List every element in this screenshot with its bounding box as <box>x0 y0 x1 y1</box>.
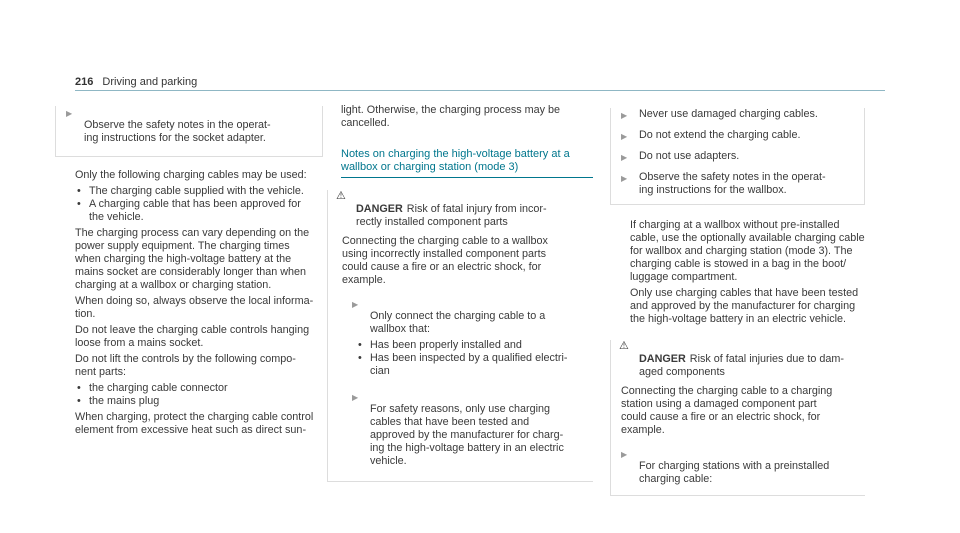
paragraph: Do not leave the charging cable controls hanging loose from a mains socket. <box>75 324 310 349</box>
paragraph: Only the following charging cables may be used: <box>75 169 307 181</box>
column-3 <box>610 108 865 496</box>
list-item: • Has been properly installed and <box>358 339 522 351</box>
arrow-icon: ▶ <box>621 111 628 120</box>
arrow-icon: ▶ <box>621 174 628 183</box>
arrow-icon: ▶ <box>352 393 359 402</box>
danger-label: DANGER <box>639 353 686 365</box>
note-box <box>55 106 323 157</box>
page-number: 216 <box>75 76 94 88</box>
paragraph: The charging process can vary depending on the power supply equipment. The charging times when charging the high-voltage battery at the mains socket are considerably longer than when charging at a wallbox or charging station. <box>75 227 310 291</box>
column-2 <box>336 104 593 482</box>
paragraph: If charging at a wallbox without pre-installed cable, use the optionally available charging cable for wallbox and charging station (mode 3). The charging cable is stowed in a bag in the boot/ luggage compartment. <box>630 219 865 283</box>
header-rule <box>75 90 885 91</box>
warning-body: Connecting the charging cable to a wallbox using incorrectly installed component parts could cause a fire or an electric shock, for example. <box>342 235 548 286</box>
warning-title: ⚠ DANGER Risk of fatal injuries due to dam- aged components <box>619 340 845 378</box>
subheading-rule <box>341 177 593 178</box>
page-header <box>75 76 197 88</box>
component-list <box>75 382 323 408</box>
warning-item: ▶ For safety reasons, only use charging cables that have been tested and approved by the manufacturer for charg- ing the high-voltage battery in an electric vehicle. <box>352 393 564 467</box>
arrow-icon: ▶ <box>66 109 73 118</box>
list-item: • A charging cable that has been approved for the vehicle. <box>77 198 301 223</box>
instruction-item: ▶ Do not use adapters. <box>621 150 740 162</box>
note-item: ▶ Observe the safety notes in the operat- ing instructions for the socket adapter. <box>66 109 271 144</box>
arrow-icon: ▶ <box>352 300 359 309</box>
list-item: • The charging cable supplied with the vehicle. <box>77 185 304 197</box>
warning-body: Connecting the charging cable to a charging station using a damaged component part could cause a fire or an electric shock, for example. <box>621 385 833 436</box>
paragraph: light. Otherwise, the charging process may be cancelled. <box>341 104 561 129</box>
danger-label: DANGER <box>356 203 403 215</box>
section-subheading: Notes on charging the high-voltage battery at a wallbox or charging station (mode 3) <box>341 148 570 173</box>
instruction-item: ▶ Do not extend the charging cable. <box>621 129 801 141</box>
paragraph: Only use charging cables that have been tested and approved by the manufacturer for charging the high-voltage battery in an electric vehicle. <box>630 287 859 325</box>
arrow-icon: ▶ <box>621 132 628 141</box>
paragraph: When doing so, always observe the local informa- tion. <box>75 295 314 320</box>
instruction-item: ▶ Observe the safety notes in the operat- ing instructions for the wallbox. <box>621 171 826 196</box>
list-item: • the mains plug <box>77 395 160 407</box>
warning-item: ▶ Only connect the charging cable to a wallbox that: <box>352 300 546 335</box>
paragraph: Do not lift the controls by the following compo- nent parts: <box>75 353 296 378</box>
section-title: Driving and parking <box>102 76 198 88</box>
bullet-icon: • <box>77 382 81 394</box>
instruction-item: ▶ Never use damaged charging cables. <box>621 108 818 120</box>
bullet-icon: • <box>77 395 81 407</box>
warning-item: ▶ For charging stations with a preinstalled charging cable: <box>621 450 830 485</box>
warning-title: ⚠ DANGER Risk of fatal injury from incor- rectly installed component parts <box>336 190 547 228</box>
wallbox-conditions-list <box>328 339 593 378</box>
instruction-box <box>610 108 865 205</box>
arrow-icon: ▶ <box>621 450 628 459</box>
arrow-icon: ▶ <box>621 153 628 162</box>
warning-icon: ⚠ <box>619 340 629 352</box>
bullet-icon: • <box>77 185 81 197</box>
bullet-icon: • <box>77 198 81 210</box>
warning-icon: ⚠ <box>336 190 346 202</box>
danger-warning-box <box>610 340 865 496</box>
bullet-icon: • <box>358 339 362 351</box>
cable-list <box>75 185 323 224</box>
danger-warning-box <box>327 190 593 482</box>
list-item: • the charging cable connector <box>77 382 228 394</box>
bullet-icon: • <box>358 352 362 364</box>
paragraph: When charging, protect the charging cable control element from excessive heat such as direct sun- <box>75 411 314 436</box>
column-1 <box>55 106 323 440</box>
list-item: • Has been inspected by a qualified electri- cian <box>358 352 568 377</box>
